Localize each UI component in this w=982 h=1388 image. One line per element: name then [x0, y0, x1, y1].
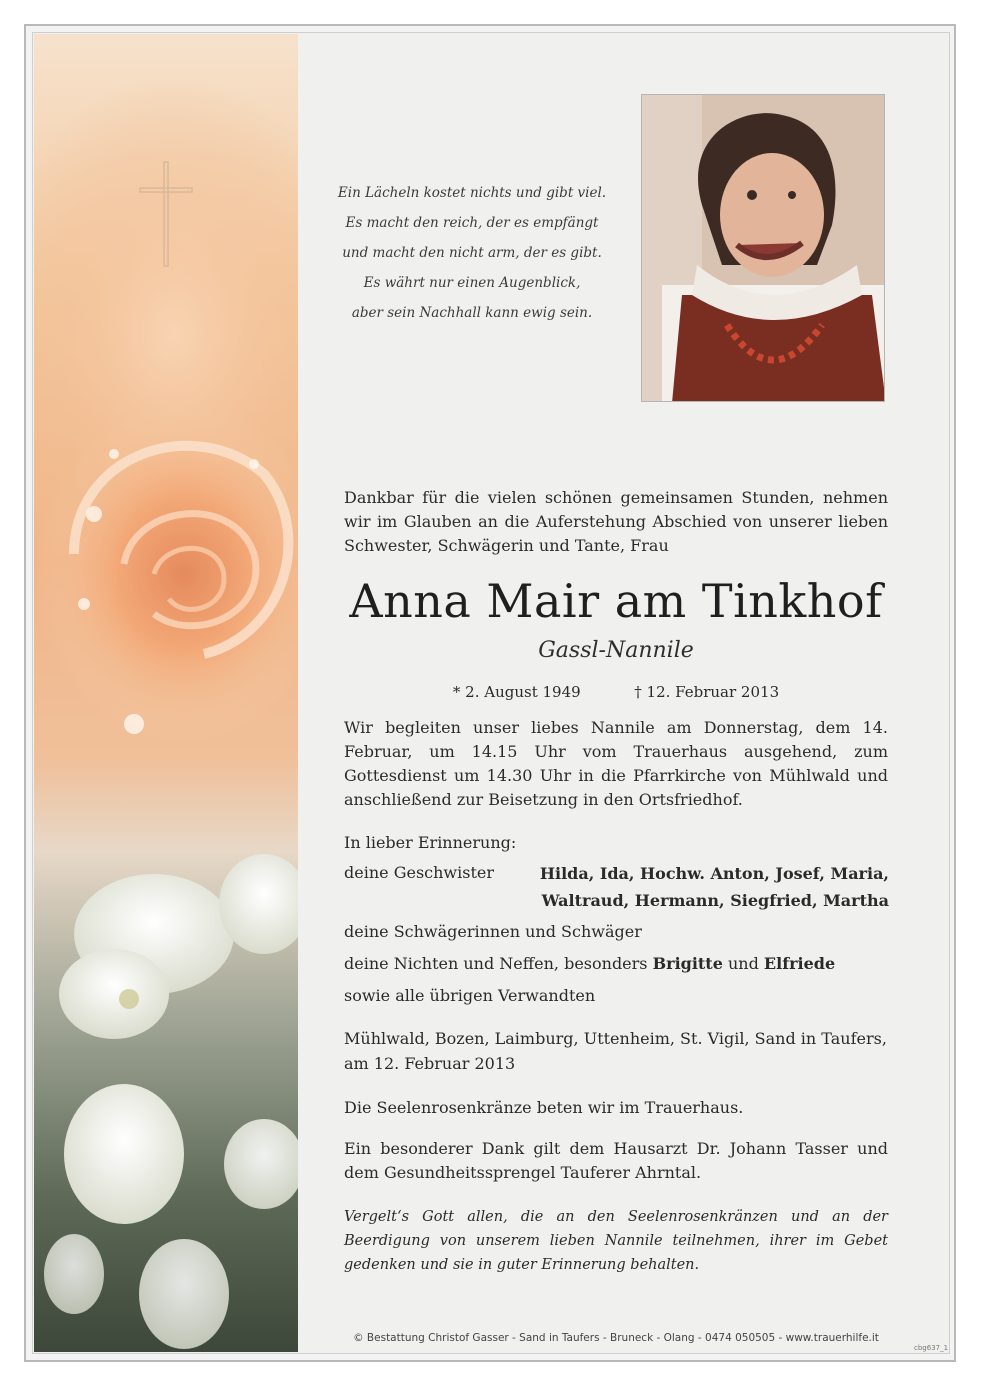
footer-credit: © Bestattung Christof Gasser - Sand in Taufers - Bruneck - Olang - 0474 050505 - www.trauerhilfe.it	[353, 1332, 879, 1344]
poem-line: Es währt nur einen Augenblick,	[363, 275, 581, 291]
rosary-text: Die Seelenrosenkränze beten wir im Trauerhaus.	[344, 1098, 744, 1117]
life-dates	[344, 681, 888, 703]
deceased-name: Anna Mair am Tinkhof	[349, 574, 883, 628]
death-symbol: †	[634, 683, 642, 701]
in-laws: deine Schwägerinnen und Schwäger	[344, 922, 642, 941]
mourners-heading: In lieber Erinnerung:	[344, 833, 517, 852]
document-code: cbg637_1	[914, 1344, 949, 1352]
nieces-prefix: deine Nichten und Neffen, besonders	[344, 954, 648, 973]
niece-name: Elfriede	[763, 954, 836, 973]
places-line: Mühlwald, Bozen, Laimburg, Uttenheim, St. Vigil, Sand in Taufers,	[344, 1029, 887, 1048]
poem-line: und macht den nicht arm, der es gibt.	[342, 245, 602, 261]
portrait-photo	[641, 94, 885, 402]
birth-date: 2. August 1949	[465, 683, 581, 701]
siblings-label: deine Geschwister	[344, 863, 494, 882]
poem-line: Es macht den reich, der es empfängt	[345, 215, 599, 231]
siblings-line: Hilda, Ida, Hochw. Anton, Josef, Maria,	[539, 864, 889, 883]
cross-icon	[138, 160, 194, 268]
birth-symbol: *	[452, 683, 461, 701]
death-date: 12. Februar 2013	[646, 683, 780, 701]
niece-name: Brigitte	[652, 954, 723, 973]
nieces-and: und	[727, 954, 759, 973]
thanks-text: Ein besonderer Dank gilt dem Hausarzt Dr. Johann Tasser und dem Gesundheitssprengel Tauferer Ahrntal.	[344, 1139, 888, 1182]
poem	[336, 178, 608, 328]
date-line: am 12. Februar 2013	[344, 1054, 516, 1073]
funeral-text: Wir begleiten unser liebes Nannile am Donnerstag, dem 14. Februar, um 14.15 Uhr vom Trauerhaus ausgehend, zum Gottesdienst um 14.30 Uhr in die Pfarrkirche von Mühlwald und anschließend zur Beisetzung in den Ortsfriedhof.	[344, 718, 888, 809]
relatives: sowie alle übrigen Verwandten	[344, 986, 596, 1005]
deceased-nickname: Gassl-Nannile	[538, 638, 694, 663]
intro-text: Dankbar für die vielen schönen gemeinsamen Stunden, nehmen wir im Glauben an die Auferstehung Abschied von unserer lieben Schwester, Schwägerin und Tante, Frau	[344, 488, 888, 555]
siblings-line: Waltraud, Hermann, Siegfried, Martha	[541, 891, 889, 910]
thanks-italic-text: Vergelt‘s Gott allen, die an den Seelenrosenkränzen und an der Beerdigung von unserem lieben Nannile teilnehmen, ihrer im Gebet gedenken und sie in guter Erinnerung behalten.	[344, 1209, 888, 1273]
nieces-line	[344, 951, 888, 977]
poem-line: Ein Lächeln kostet nichts und gibt viel.	[337, 185, 607, 201]
poem-line: aber sein Nachhall kann ewig sein.	[351, 305, 593, 321]
siblings-names	[505, 860, 889, 914]
